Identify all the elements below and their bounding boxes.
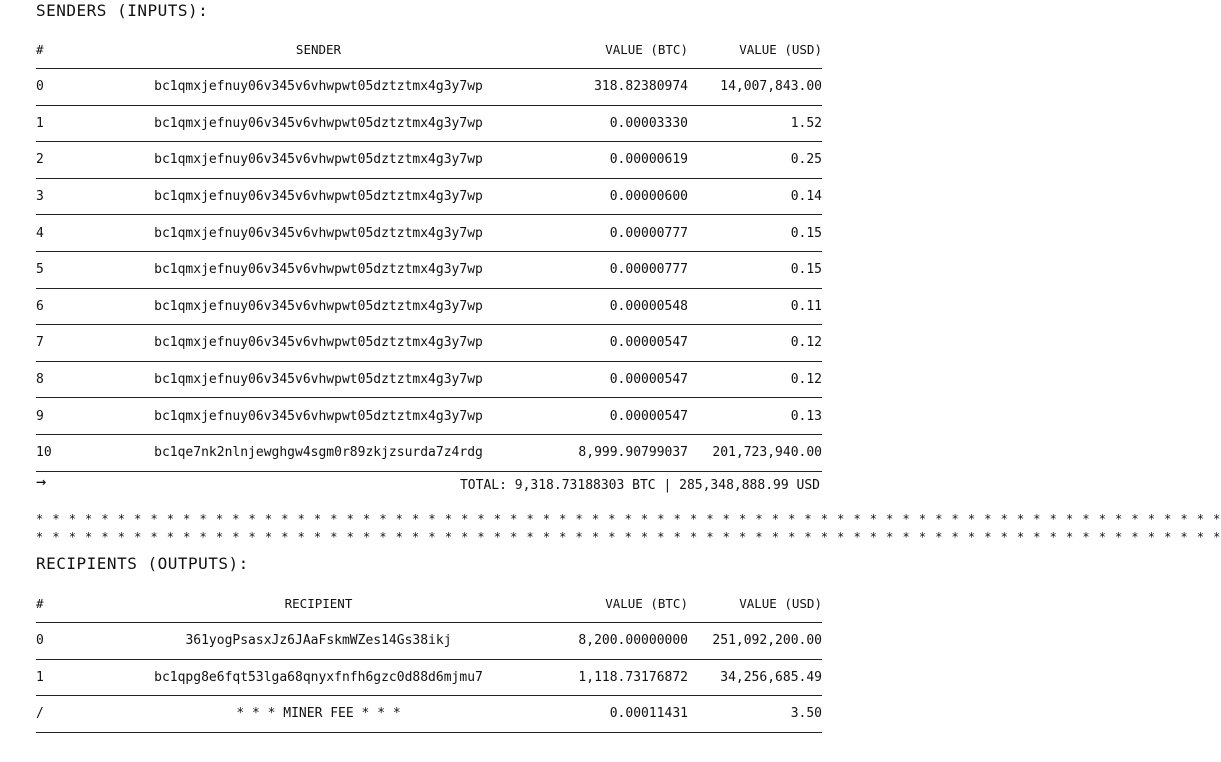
sender-address-link[interactable]: bc1qmxjefnuy06v345v6vhwpwt05dztztmx4g3y7wp	[96, 215, 541, 252]
value-btc: 0.00000777	[541, 215, 688, 252]
sender-address-link[interactable]: bc1qmxjefnuy06v345v6vhwpwt05dztztmx4g3y7wp	[96, 325, 541, 362]
row-index: 5	[36, 251, 96, 288]
row-index: 6	[36, 288, 96, 325]
table-row	[36, 105, 822, 142]
value-btc: 0.00003330	[541, 105, 688, 142]
column-header-value-btc: VALUE (BTC)	[541, 586, 688, 623]
value-usd: 14,007,843.00	[688, 69, 822, 106]
miner-fee-row	[36, 696, 822, 733]
value-usd: 0.15	[688, 251, 822, 288]
column-header-value-usd: VALUE (USD)	[688, 32, 822, 69]
value-btc: 0.00000547	[541, 361, 688, 398]
value-usd: 0.14	[688, 178, 822, 215]
row-index: 2	[36, 142, 96, 179]
table-row	[36, 623, 822, 660]
table-row	[36, 288, 822, 325]
table-row	[36, 142, 822, 179]
value-btc: 0.00000777	[541, 251, 688, 288]
value-usd: 251,092,200.00	[688, 623, 822, 660]
miner-fee-label: * * * MINER FEE * * *	[96, 696, 541, 733]
row-index: 7	[36, 325, 96, 362]
table-row	[36, 215, 822, 252]
value-btc: 0.00000547	[541, 325, 688, 362]
value-usd: 0.12	[688, 325, 822, 362]
table-row	[36, 69, 822, 106]
column-header-sender: SENDER	[96, 32, 541, 69]
row-index: 0	[36, 623, 96, 660]
sender-address-link[interactable]: bc1qmxjefnuy06v345v6vhwpwt05dztztmx4g3y7wp	[96, 105, 541, 142]
table-row	[36, 398, 822, 435]
table-row	[36, 251, 822, 288]
column-header-value-usd: VALUE (USD)	[688, 586, 822, 623]
column-header-recipient: RECIPIENT	[96, 586, 541, 623]
senders-header-row	[36, 32, 822, 69]
value-btc: 0.00000548	[541, 288, 688, 325]
value-btc: 0.00000600	[541, 178, 688, 215]
value-btc: 0.00011431	[541, 696, 688, 733]
value-usd: 3.50	[688, 696, 822, 733]
sender-address-link[interactable]: bc1qmxjefnuy06v345v6vhwpwt05dztztmx4g3y7wp	[96, 178, 541, 215]
value-usd: 0.15	[688, 215, 822, 252]
arrow-right-icon: →	[36, 472, 47, 492]
value-usd: 201,723,940.00	[688, 434, 822, 471]
recipient-address-link[interactable]: bc1qpg8e6fqt53lga68qnyxfnfh6gzc0d88d6mjmu7	[96, 659, 541, 696]
value-usd: 0.13	[688, 398, 822, 435]
senders-total-row	[36, 470, 822, 500]
senders-heading: SENDERS (INPUTS):	[36, 1, 209, 20]
row-index: /	[36, 696, 96, 733]
table-row	[36, 178, 822, 215]
value-btc: 318.82380974	[541, 69, 688, 106]
value-usd: 0.25	[688, 142, 822, 179]
recipients-heading: RECIPIENTS (OUTPUTS):	[36, 554, 249, 573]
sender-address-link[interactable]: bc1qmxjefnuy06v345v6vhwpwt05dztztmx4g3y7wp	[96, 251, 541, 288]
column-header-value-btc: VALUE (BTC)	[541, 32, 688, 69]
row-index: 10	[36, 434, 96, 471]
column-header-index: #	[36, 586, 96, 623]
table-row	[36, 325, 822, 362]
value-usd: 1.52	[688, 105, 822, 142]
value-usd: 0.12	[688, 361, 822, 398]
row-index: 4	[36, 215, 96, 252]
row-index: 1	[36, 659, 96, 696]
recipient-address-link[interactable]: 361yogPsasxJz6JAaFskmWZes14Gs38ikj	[96, 623, 541, 660]
value-btc: 1,118.73176872	[541, 659, 688, 696]
value-btc: 0.00000547	[541, 398, 688, 435]
table-row	[36, 659, 822, 696]
sender-address-link[interactable]: bc1qmxjefnuy06v345v6vhwpwt05dztztmx4g3y7wp	[96, 69, 541, 106]
sender-address-link[interactable]: bc1qmxjefnuy06v345v6vhwpwt05dztztmx4g3y7wp	[96, 398, 541, 435]
divider-stars: * * * * * * * * * * * * * * * * * * * * * * * * * * * * * * * * * * * * * * * * * * * * * * * * * * * * * * * * * * * * * * * * * * * * * * * * *	[36, 512, 1221, 526]
row-index: 8	[36, 361, 96, 398]
sender-address-link[interactable]: bc1qmxjefnuy06v345v6vhwpwt05dztztmx4g3y7wp	[96, 361, 541, 398]
table-row	[36, 361, 822, 398]
column-header-index: #	[36, 32, 96, 69]
sender-address-link[interactable]: bc1qmxjefnuy06v345v6vhwpwt05dztztmx4g3y7wp	[96, 142, 541, 179]
table-row	[36, 434, 822, 471]
recipients-header-row	[36, 586, 822, 623]
value-btc: 8,999.90799037	[541, 434, 688, 471]
row-index: 3	[36, 178, 96, 215]
row-index: 1	[36, 105, 96, 142]
value-usd: 0.11	[688, 288, 822, 325]
value-btc: 0.00000619	[541, 142, 688, 179]
senders-total: TOTAL: 9,318.73188303 BTC | 285,348,888.99 USD	[459, 478, 820, 493]
row-index: 9	[36, 398, 96, 435]
divider-stars: * * * * * * * * * * * * * * * * * * * * * * * * * * * * * * * * * * * * * * * * * * * * * * * * * * * * * * * * * * * * * * * * * * * * * * * * *	[36, 530, 1221, 544]
value-usd: 34,256,685.49	[688, 659, 822, 696]
sender-address-link[interactable]: bc1qmxjefnuy06v345v6vhwpwt05dztztmx4g3y7wp	[96, 288, 541, 325]
recipients-table	[36, 586, 822, 733]
senders-table	[36, 32, 822, 472]
sender-address-link[interactable]: bc1qe7nk2nlnjewghgw4sgm0r89zkjzsurda7z4rdg	[96, 434, 541, 471]
value-btc: 8,200.00000000	[541, 623, 688, 660]
row-index: 0	[36, 69, 96, 106]
